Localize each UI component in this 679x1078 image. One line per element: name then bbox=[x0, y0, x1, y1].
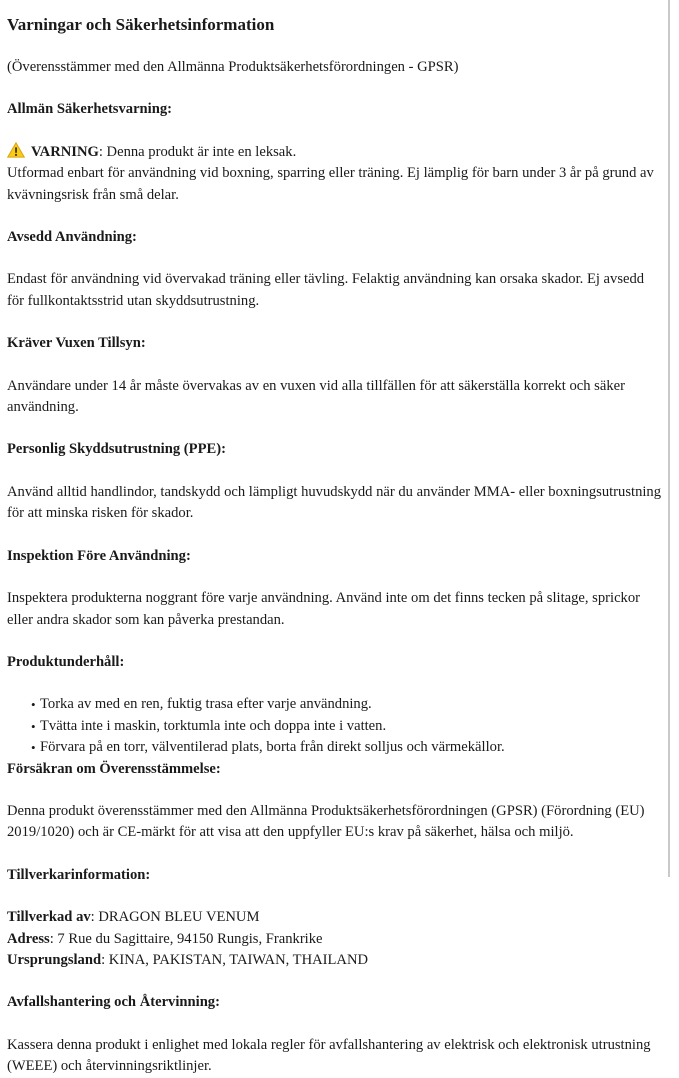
warning-statement bbox=[7, 142, 661, 163]
section-heading-manufacturer: Tillverkarinformation: bbox=[7, 866, 151, 883]
page-edge-divider bbox=[668, 0, 670, 877]
manufacturer-address-value: : 7 Rue du Sagittaire, 94150 Rungis, Frankrike bbox=[49, 930, 323, 947]
list-item bbox=[7, 694, 661, 715]
warning-icon bbox=[7, 142, 25, 158]
document-subtitle: (Överensstämmer med den Allmänna Produktsäkerhetsförordningen - GPSR) bbox=[7, 59, 459, 75]
warning-icon-dot bbox=[15, 154, 17, 156]
manufacturer-origin-line bbox=[7, 950, 661, 971]
list-item bbox=[7, 716, 661, 737]
ppe-body: Använd alltid handlindor, tandskydd och lämpligt huvudskydd när du använder MMA- eller boxningsutrustning för att minska risken för skador. bbox=[7, 483, 662, 522]
manufacturer-origin-label: Ursprungsland bbox=[7, 951, 102, 968]
disposal-body: Kassera denna produkt i enlighet med lokala regler för avfallshantering av elektrisk och elektronisk utrustning (WEEE) och återvinningsriktlinjer. bbox=[7, 1036, 651, 1075]
section-heading-inspection: Inspektion Före Användning: bbox=[7, 547, 191, 564]
section-heading-disposal: Avfallshantering och Återvinning: bbox=[7, 994, 220, 1011]
maintenance-bullet-list bbox=[7, 694, 661, 758]
bullet-icon: • bbox=[31, 740, 36, 756]
section-heading-supervision: Kräver Vuxen Tillsyn: bbox=[7, 335, 146, 352]
section-heading-conformity: Försäkran om Överensstämmelse: bbox=[7, 760, 221, 777]
section-heading-ppe: Personlig Skyddsutrustning (PPE): bbox=[7, 441, 226, 458]
warning-text: : Denna produkt är inte en leksak. bbox=[98, 143, 297, 160]
manufacturer-info-block bbox=[7, 907, 661, 971]
page-title: Varningar och Säkerhetsinformation bbox=[7, 15, 275, 34]
manufacturer-address-label: Adress bbox=[7, 930, 50, 947]
list-item-text: Förvara på en torr, välventilerad plats, borta från direkt solljus och värmekällor. bbox=[40, 739, 505, 756]
section-heading-intended-use: Avsedd Användning: bbox=[7, 229, 137, 246]
section-heading-maintenance: Produktunderhåll: bbox=[7, 653, 125, 670]
warning-icon-mark bbox=[15, 147, 17, 152]
warning-label: VARNING bbox=[31, 143, 99, 160]
list-item bbox=[7, 737, 661, 758]
inspection-body: Inspektera produkterna noggrant före varje användning. Använd inte om det finns tecken på slitage, sprickor eller andra skador som kan påverka prestandan. bbox=[7, 590, 641, 628]
manufacturer-origin-value: : KINA, PAKISTAN, TAIWAN, THAILAND bbox=[101, 951, 369, 968]
list-item-text: Tvätta inte i maskin, torktumla inte och doppa inte i vatten. bbox=[40, 717, 387, 734]
conformity-body: Denna produkt överensstämmer med den Allmänna Produktsäkerhetsförordningen (GPSR) (Förordning (EU) 2019/1020) och är CE-märkt för att visa att den uppfyller EU:s krav på säkerhet, hälsa och miljö. bbox=[7, 802, 645, 841]
manufacturer-name-label: Tillverkad av bbox=[7, 909, 91, 926]
bullet-icon: • bbox=[31, 697, 36, 713]
manufacturer-address-line bbox=[7, 929, 661, 950]
manufacturer-name-line bbox=[7, 907, 661, 928]
general-safety-body: Utformad enbart för användning vid boxning, sparring eller träning. Ej lämplig för barn under 3 år på grund av kvävningsrisk från små delar. bbox=[7, 165, 654, 203]
list-item-text: Torka av med en ren, fuktig trasa efter varje användning. bbox=[40, 696, 372, 713]
bullet-icon: • bbox=[31, 718, 36, 734]
supervision-body: Användare under 14 år måste övervakas av en vuxen vid alla tillfällen för att säkerställa korrekt och säker användning. bbox=[7, 377, 625, 416]
manufacturer-name-value: : DRAGON BLEU VENUM bbox=[90, 909, 260, 926]
section-heading-general-safety: Allmän Säkerhetsvarning: bbox=[7, 101, 172, 118]
intended-use-body: Endast för användning vid övervakad träning eller tävling. Felaktig användning kan orsaka skador. Ej avsedd för fullkontaktsstrid utan skyddsutrustning. bbox=[7, 271, 645, 309]
